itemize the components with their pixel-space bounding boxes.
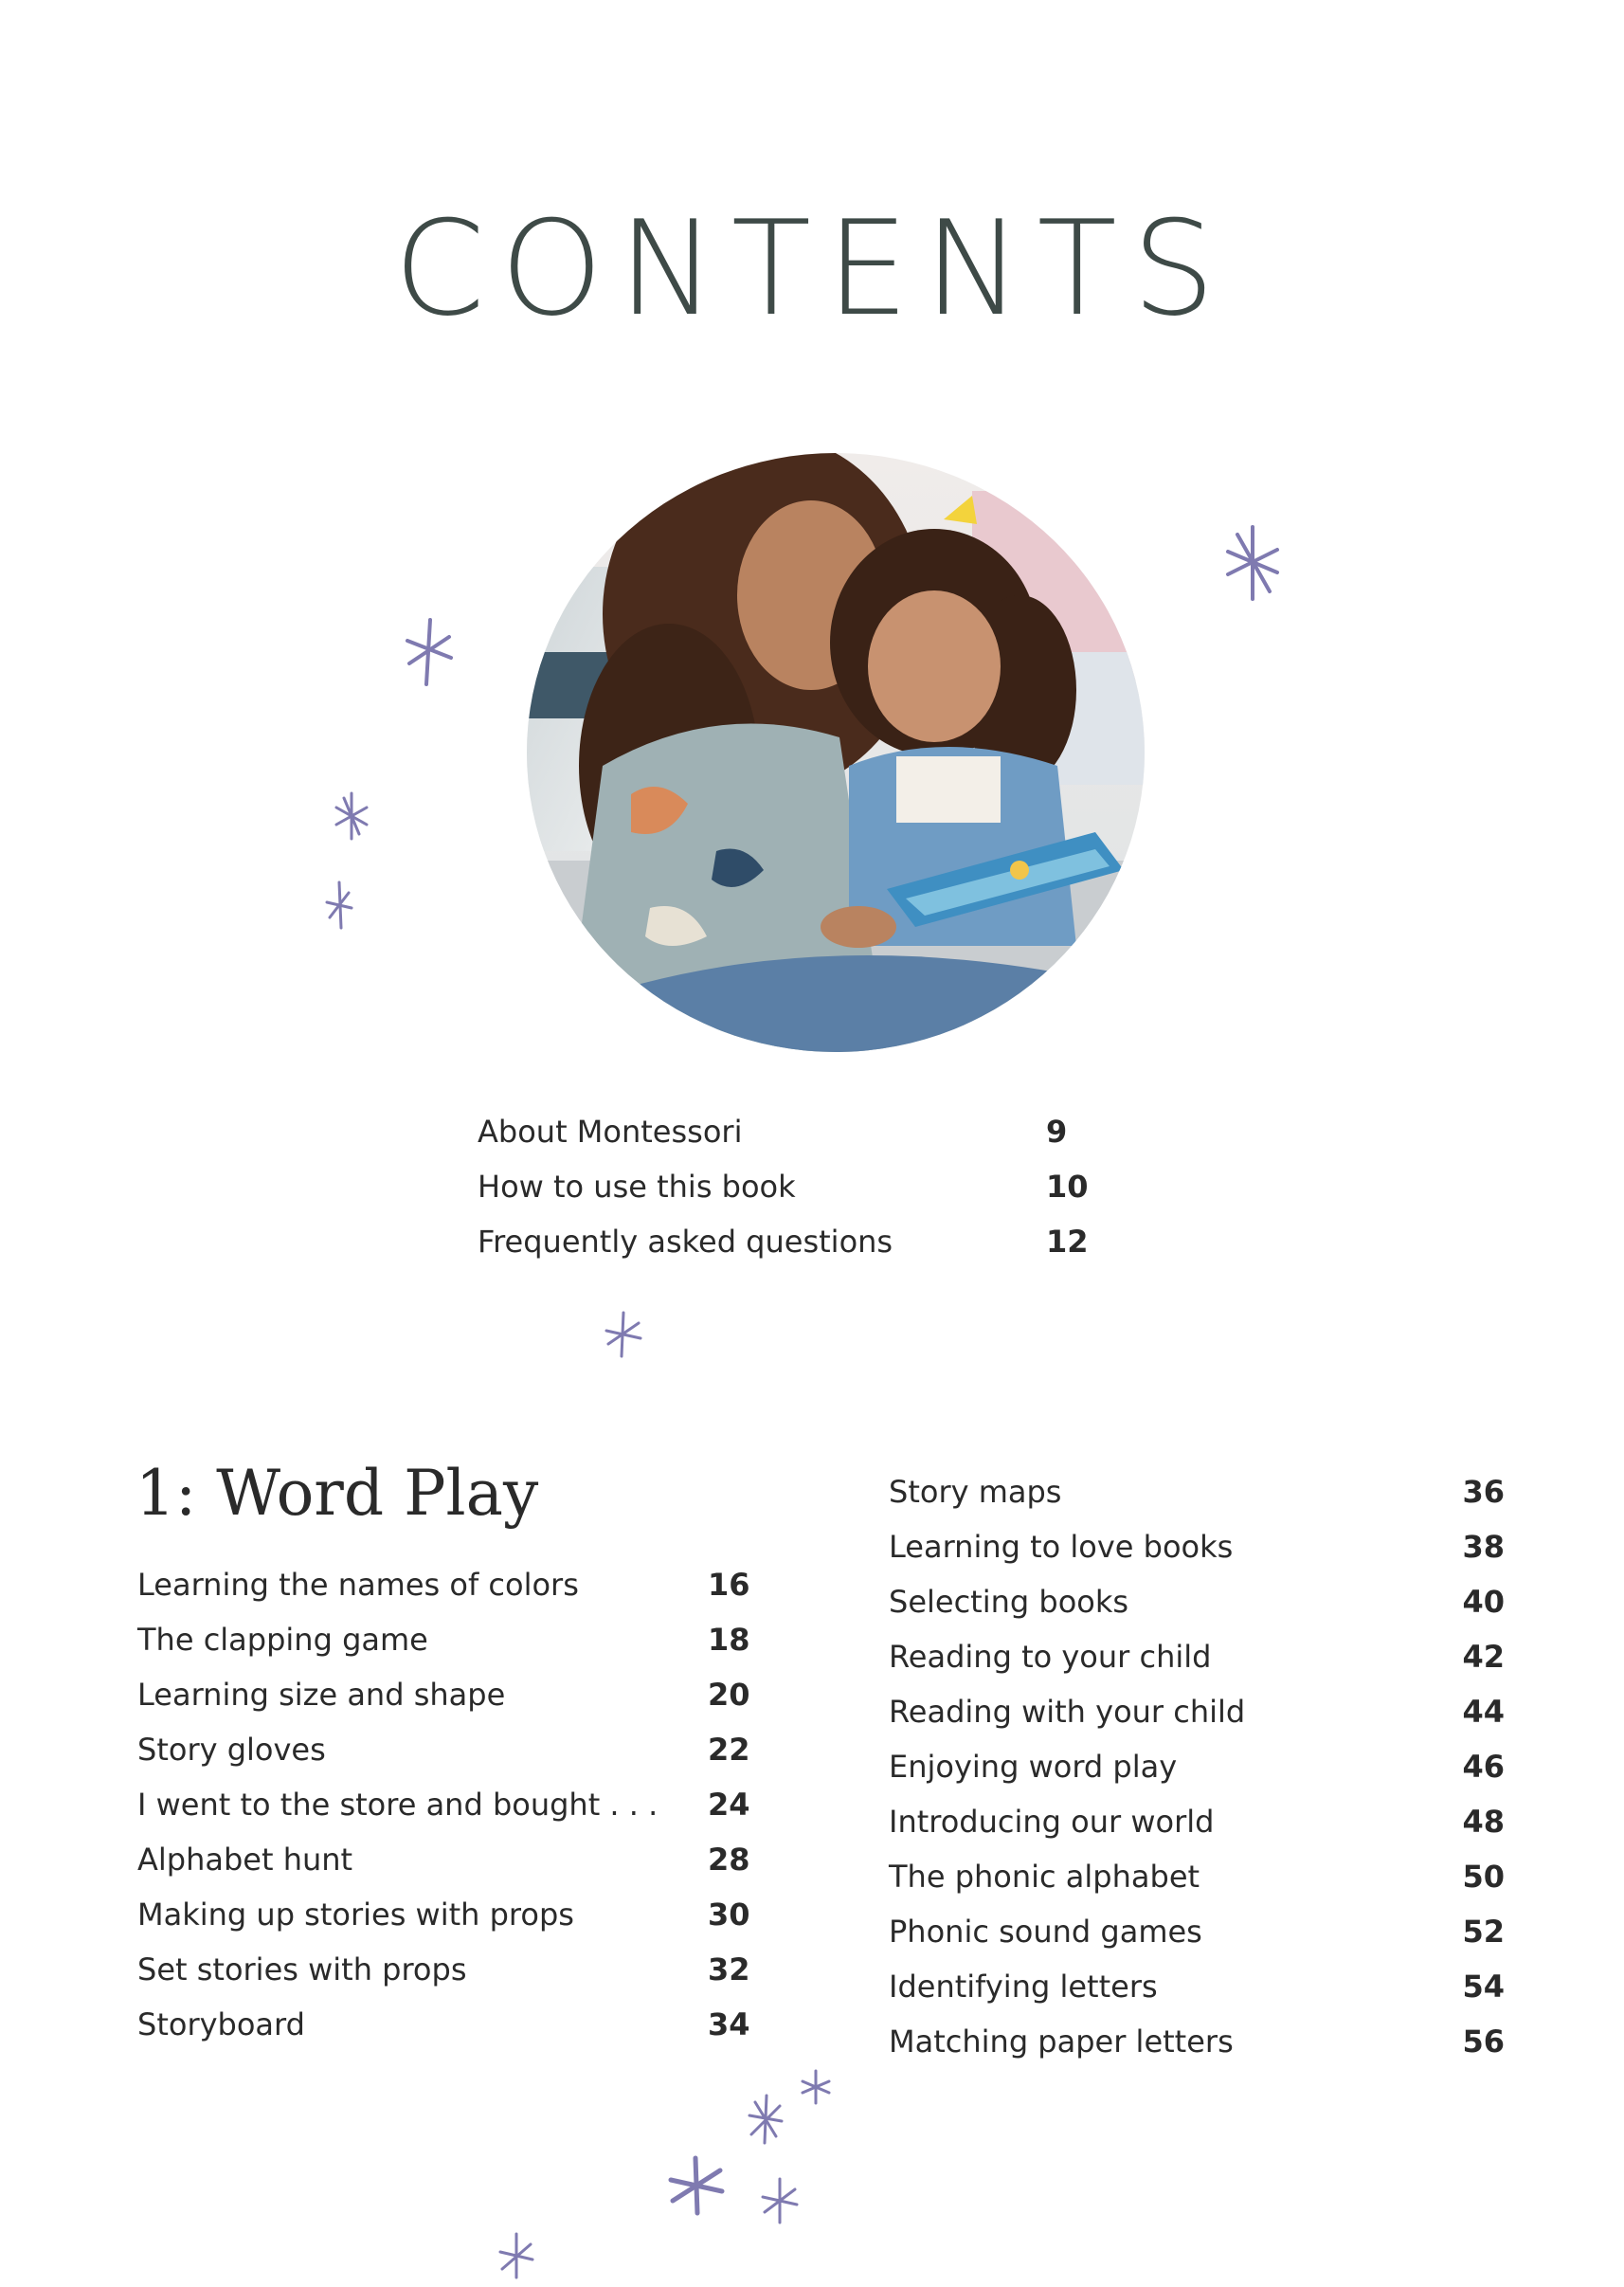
asterisk-star-icon xyxy=(402,616,455,688)
toc-entry-page: 40 xyxy=(1462,1584,1505,1620)
toc-entry-label: Learning the names of colors xyxy=(137,1567,579,1603)
toc-entry[interactable] xyxy=(478,1223,1089,1261)
asterisk-star-icon xyxy=(603,1310,644,1359)
toc-entry-page: 48 xyxy=(1462,1804,1505,1840)
toc-entry-label: Reading with your child xyxy=(889,1694,1246,1730)
toc-entry[interactable] xyxy=(478,1113,1084,1151)
toc-entry-label: Selecting books xyxy=(889,1584,1129,1620)
toc-entry-page: 9 xyxy=(1046,1114,1068,1150)
toc-entry-label: Learning size and shape xyxy=(137,1677,506,1713)
toc-entry[interactable] xyxy=(889,1528,1505,1566)
toc-entry-page: 34 xyxy=(708,2006,750,2042)
toc-entry[interactable] xyxy=(137,1841,753,1879)
toc-entry-page: 44 xyxy=(1462,1694,1505,1730)
toc-entry[interactable] xyxy=(137,1676,753,1714)
toc-entry-page: 22 xyxy=(708,1732,750,1768)
toc-entry-page: 24 xyxy=(708,1787,750,1823)
toc-entry[interactable] xyxy=(889,1858,1505,1896)
toc-entry-label: Storyboard xyxy=(137,2006,305,2042)
asterisk-star-icon xyxy=(496,2231,536,2280)
toc-entry[interactable] xyxy=(137,1566,753,1604)
toc-entry-label: I went to the store and bought . . . xyxy=(137,1787,659,1823)
toc-entry-label: Matching paper letters xyxy=(889,2024,1234,2060)
toc-entry[interactable] xyxy=(137,1731,753,1769)
toc-entry[interactable] xyxy=(889,1968,1505,2006)
mother-reading-with-child-photo xyxy=(527,453,1145,1052)
toc-entry[interactable] xyxy=(889,1803,1505,1841)
toc-entry-label: Phonic sound games xyxy=(889,1914,1202,1950)
toc-entry-page: 52 xyxy=(1462,1914,1505,1950)
asterisk-star-icon xyxy=(759,2176,801,2225)
toc-entry-page: 36 xyxy=(1462,1474,1505,1510)
toc-entry-label: Making up stories with props xyxy=(137,1897,574,1933)
page-title: CONTENTS xyxy=(393,192,1231,345)
toc-entry[interactable] xyxy=(889,1693,1505,1731)
toc-entry[interactable] xyxy=(137,2006,753,2043)
toc-entry-label: About Montessori xyxy=(478,1114,743,1150)
toc-entry-label: Frequently asked questions xyxy=(478,1224,893,1260)
toc-entry[interactable] xyxy=(137,1786,753,1824)
toc-entry-page: 30 xyxy=(708,1897,750,1933)
toc-entry-label: Story gloves xyxy=(137,1732,326,1768)
toc-entry[interactable] xyxy=(889,1473,1505,1511)
toc-entry-page: 18 xyxy=(708,1622,750,1658)
toc-entry-page: 10 xyxy=(1046,1169,1089,1205)
toc-entry-label: Identifying letters xyxy=(889,1969,1158,2005)
toc-entry-label: Reading to your child xyxy=(889,1639,1212,1675)
toc-entry-page: 50 xyxy=(1462,1859,1505,1895)
toc-entry-label: Enjoying word play xyxy=(889,1749,1178,1785)
toc-entry-label: The clapping game xyxy=(137,1622,428,1658)
toc-entry[interactable] xyxy=(889,1583,1505,1621)
toc-entry[interactable] xyxy=(889,1913,1505,1951)
toc-entry[interactable] xyxy=(478,1168,1089,1206)
toc-entry[interactable] xyxy=(137,1951,753,1988)
toc-entry-page: 56 xyxy=(1462,2024,1505,2060)
toc-entry[interactable] xyxy=(889,1748,1505,1786)
toc-entry-label: Learning to love books xyxy=(889,1529,1234,1565)
toc-entry-page: 20 xyxy=(708,1677,750,1713)
toc-entry-page: 12 xyxy=(1046,1224,1089,1260)
toc-entry[interactable] xyxy=(137,1621,753,1659)
toc-entry-label: How to use this book xyxy=(478,1169,796,1205)
toc-entry[interactable] xyxy=(137,1896,753,1933)
toc-entry-page: 38 xyxy=(1462,1529,1505,1565)
toc-entry-label: Introducing our world xyxy=(889,1804,1215,1840)
toc-entry-label: Set stories with props xyxy=(137,1951,467,1988)
toc-entry-page: 42 xyxy=(1462,1639,1505,1675)
toc-entry[interactable] xyxy=(889,2023,1505,2060)
toc-entry-page: 32 xyxy=(708,1951,750,1988)
toc-entry-label: Story maps xyxy=(889,1474,1062,1510)
toc-entry[interactable] xyxy=(889,1638,1505,1676)
toc-entry-page: 54 xyxy=(1462,1969,1505,2005)
asterisk-star-icon xyxy=(667,2155,726,2216)
toc-entry-label: Alphabet hunt xyxy=(137,1842,353,1878)
asterisk-star-icon xyxy=(746,2093,785,2146)
asterisk-star-icon xyxy=(1222,523,1283,603)
asterisk-star-icon xyxy=(333,790,370,842)
toc-entry-page: 28 xyxy=(708,1842,750,1878)
asterisk-star-icon xyxy=(800,2068,832,2106)
toc-entry-page: 16 xyxy=(708,1567,750,1603)
asterisk-star-icon xyxy=(324,880,354,931)
toc-entry-page: 46 xyxy=(1462,1749,1505,1785)
toc-entry-label: The phonic alphabet xyxy=(889,1859,1200,1895)
section-title: 1: Word Play xyxy=(135,1457,539,1530)
